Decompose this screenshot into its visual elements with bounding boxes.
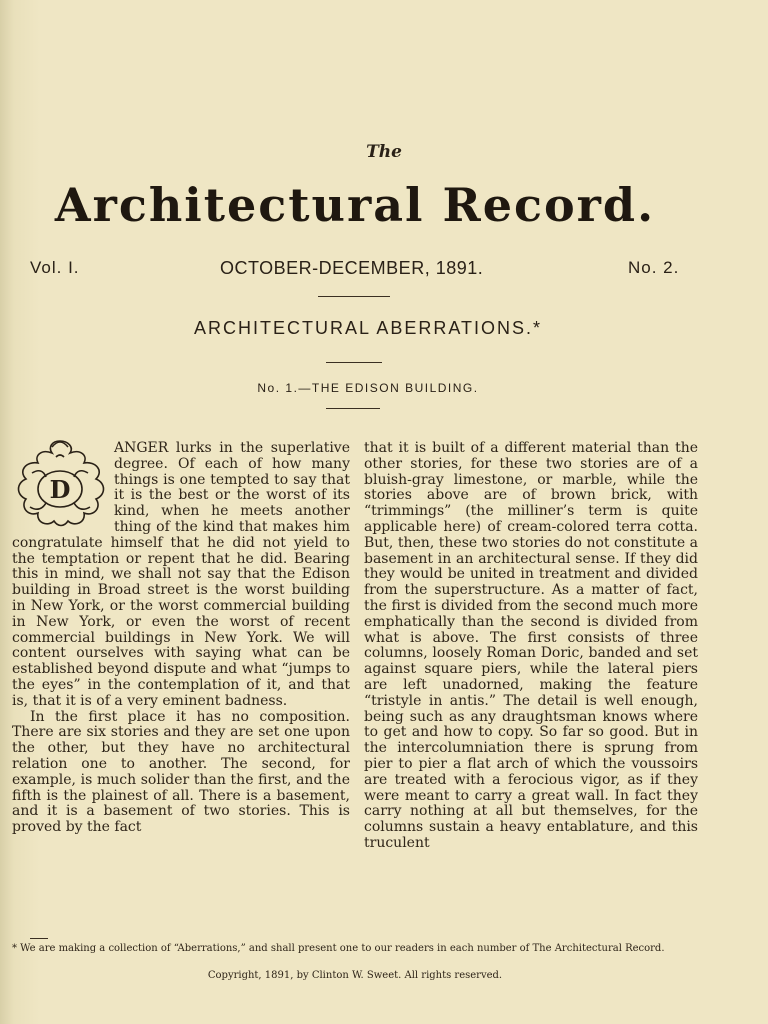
section-heading: No. 1.—THE EDISON BUILDING.: [257, 381, 479, 395]
text-column-left: [12, 441, 350, 836]
ornamental-dropcap-icon: [12, 437, 108, 529]
divider-rule: [326, 408, 380, 409]
masthead-the: The: [366, 142, 402, 162]
paragraph: ANGER lurks in the superlative degree. Of each of how many things is one tempted to say that it is the best or the worst of its kind, when he meets another thing of the kind that makes him congratulate himself that he did not yield to the temptation or repent that he did. Bearing this in mind, we shall not say that the Edison building in Broad street is the worst building in New York, or the worst commercial building in New York, or even the worst of recent commercial buildings in New York. We will content ourselves with saying what can be established beyond dispute and what “jumps to the eyes” in the contemplation of it, and that is, that it is of a very eminent badness.: [12, 440, 350, 709]
footnote: * We are making a collection of “Aberrations,” and shall present one to our readers in each number of The Architectural Record.: [12, 943, 665, 954]
svg-text:D: D: [49, 475, 71, 504]
divider-rule: [318, 296, 390, 297]
article-title: ARCHITECTURAL ABERRATIONS.*: [193, 318, 543, 338]
divider-rule: [326, 362, 382, 363]
volume-label: Vol. I.: [30, 258, 80, 277]
footnote-rule: [30, 938, 48, 939]
copyright-notice: Copyright, 1891, by Clinton W. Sweet. All rights reserved.: [207, 970, 503, 981]
paragraph: In the first place it has no composition. There are six stories and they are set one upon the other, but they have no architectural relation one to another. The second, for example, is much solider than the first, and the fifth is the plainest of all. There is a basement, and it is a basement of two stories. This is proved by the fact: [12, 708, 350, 836]
text-column-right: [364, 441, 698, 852]
paragraph: that it is built of a different material than the other stories, for these two stories are of a bluish-gray limestone, or marble, while the stories above are of brown brick, with “trimmings” (the milliner’s term is quite applicable here) of cream-colored terra cotta. But, then, these two stories do not constitute a basement in an architectural sense. If they did they would be united in treatment and divided from the superstructure. As a matter of fact, the first is divided from the second much more emphatically than the second is divided from what is above. The first consists of three columns, loosely Roman Doric, banded and set against square piers, while the lateral piers are left unadorned, making the feature “tristyle in antis.” The detail is well enough, being such as any draughtsman knows where to get and how to copy. So far so good. But in the intercolumniation there is sprung from pier to pier a flat arch of which the voussoirs are treated with a ferocious vigor, as if they were meant to carry a great wall. In fact they carry nothing at all but themselves, for the columns sustain a heavy entablature, and this truculent: [364, 440, 698, 851]
issue-date: OCTOBER-DECEMBER, 1891.: [220, 258, 484, 278]
issue-number: No. 2.: [628, 258, 680, 277]
masthead-title: Architectural Record.: [54, 178, 656, 232]
